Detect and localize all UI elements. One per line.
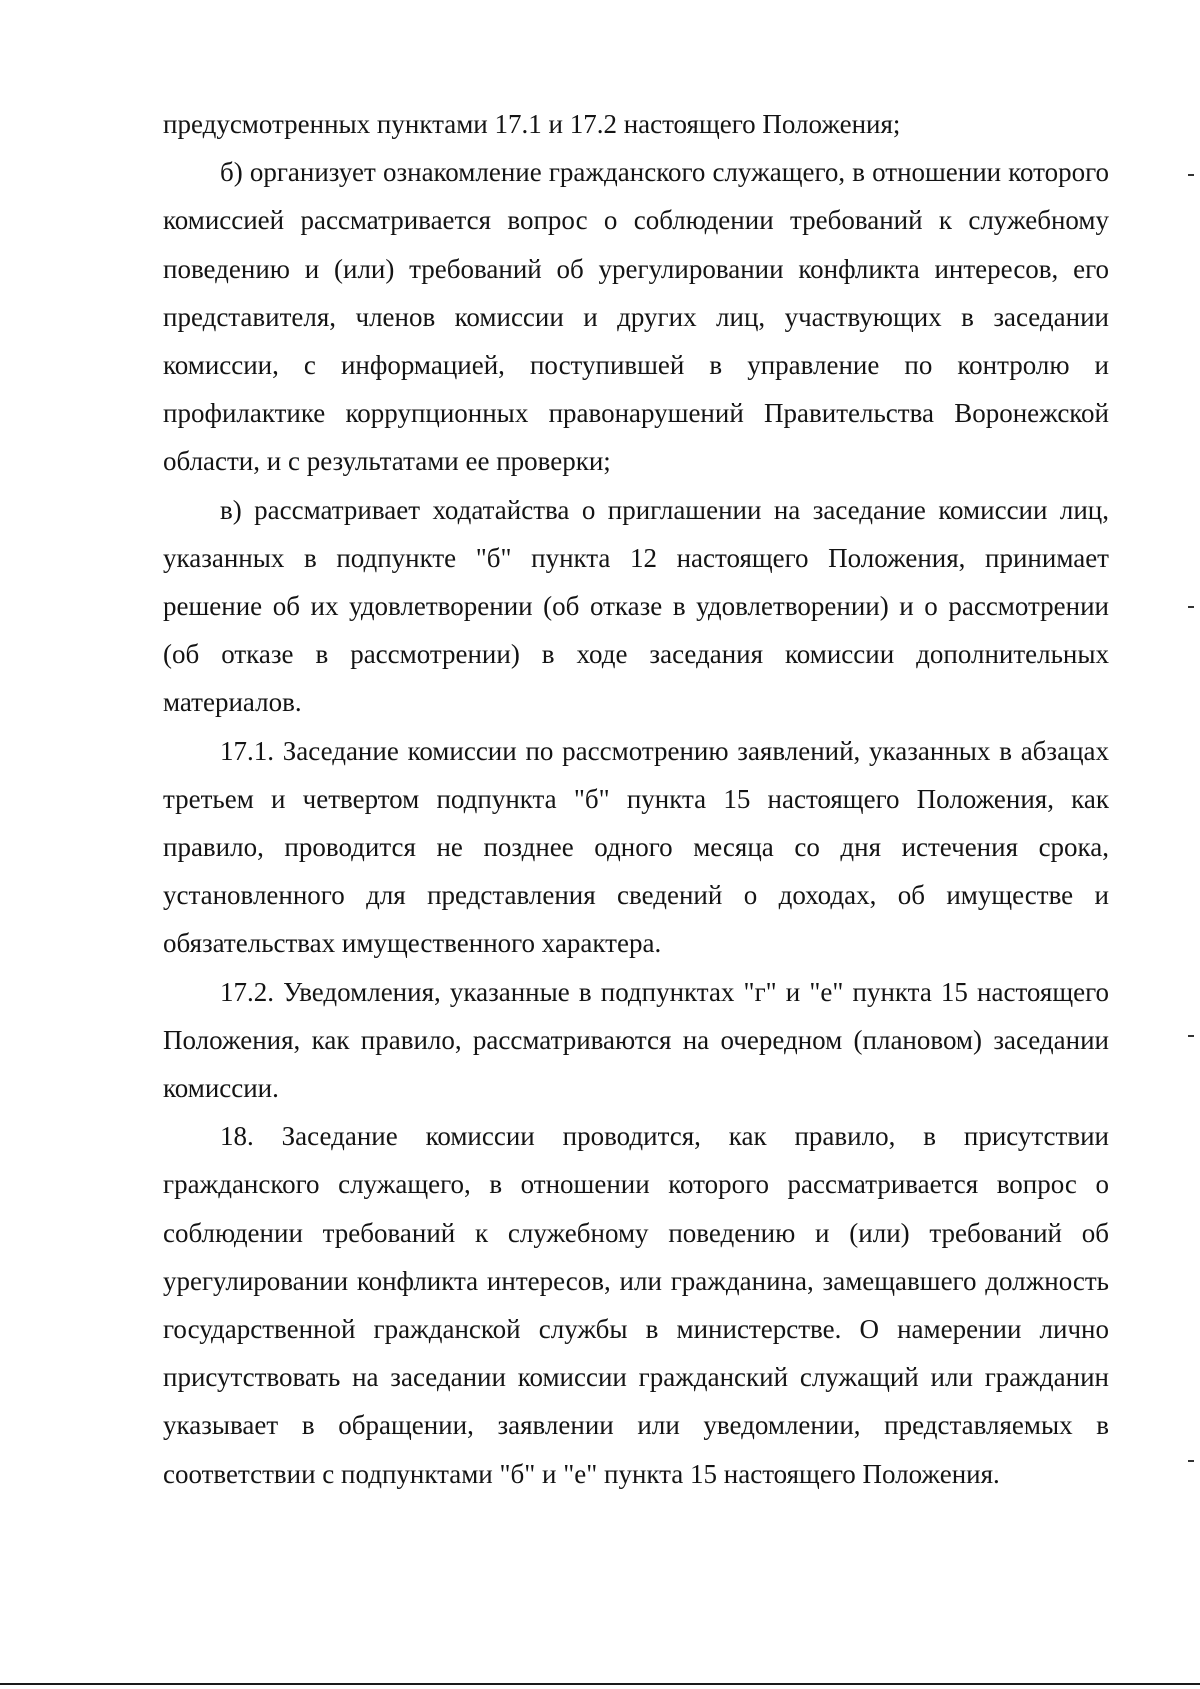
document-body	[163, 100, 1109, 1498]
paragraph-17-2: 17.2. Уведомления, указанные в подпунктах "г" и "е" пункта 15 настоящего Положения, как правило, рассматриваются на очередном (плановом) заседании комиссии.	[163, 976, 1109, 1104]
scan-mark	[1188, 174, 1194, 176]
paragraph-continuation: предусмотренных пунктами 17.1 и 17.2 настоящего Положения;	[163, 109, 901, 139]
paragraph-18: 18. Заседание комиссии проводится, как правило, в присутствии гражданского служащего, в отношении которого рассматривается вопрос о соблюдении требований к служебному поведению и (или) требований об урегулировании конфликта интересов, или гражданина, замещавшего должность государственной гражданской службы в министерстве. О намерении лично присутствовать на заседании комиссии гражданский служащий или гражданин указывает в обращении, заявлении или уведомлении, представляемых в соответствии с подпунктами "б" и "е" пункта 15 настоящего Положения.	[163, 1121, 1109, 1489]
scan-mark	[1188, 1460, 1194, 1462]
page-bottom-rule	[0, 1683, 1200, 1685]
scan-mark	[1188, 1035, 1194, 1037]
paragraph-17-1: 17.1. Заседание комиссии по рассмотрению заявлений, указанных в абзацах третьем и четвертом подпункта "б" пункта 15 настоящего Положения, как правило, проводится не позднее одного месяца со дня истечения срока, установленного для представления сведений о доходах, об имуществе и обязательствах имущественного характера.	[163, 735, 1109, 959]
paragraph-item-v: в) рассматривает ходатайства о приглашении на заседание комиссии лиц, указанных в подпункте "б" пункта 12 настоящего Положения, принимает решение об их удовлетворении (об отказе в удовлетворении) и о рассмотрении (об отказе в рассмотрении) в ходе заседания комиссии дополнительных материалов.	[163, 494, 1109, 718]
scan-mark	[1188, 606, 1194, 608]
paragraph-item-b: б) организует ознакомление гражданского служащего, в отношении которого комиссией рассматривается вопрос о соблюдении требований к служебному поведению и (или) требований об урегулировании конфликта интересов, его представителя, членов комиссии и других лиц, участвующих в заседании комиссии, с информацией, поступившей в управление по контролю и профилактике коррупционных правонарушений Правительства Воронежской области, и с результатами ее проверки;	[163, 157, 1109, 477]
